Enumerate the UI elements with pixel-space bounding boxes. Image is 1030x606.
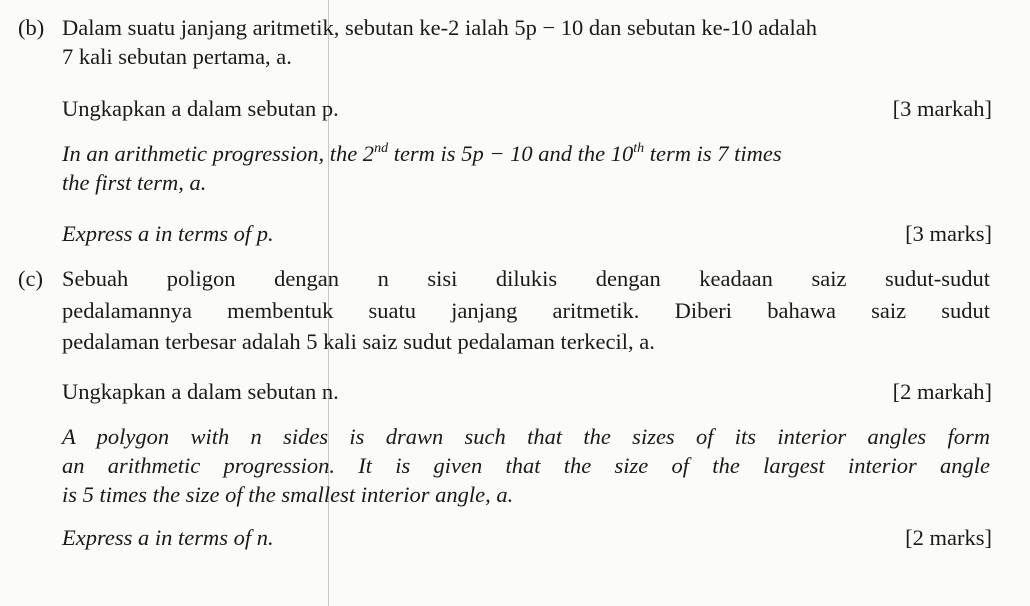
part-c-malay-marks: [2 markah] bbox=[892, 379, 992, 404]
part-c-malay-line-3: pedalaman terbesar adalah 5 kali saiz sudut pedalaman terkecil, a. bbox=[62, 329, 655, 354]
part-c-english-line-1: A polygon with n sides is drawn such that the sizes of its interior angles form bbox=[62, 424, 990, 449]
part-c-english-line-2: an arithmetic progression. It is given that the size of the largest interior angle bbox=[62, 453, 990, 478]
part-b-english-marks: [3 marks] bbox=[905, 221, 992, 246]
part-c-english-marks: [2 marks] bbox=[905, 525, 992, 550]
part-b-malay-marks: [3 markah] bbox=[892, 96, 992, 121]
part-c-label: (c) bbox=[18, 266, 43, 291]
part-c-malay-line-1: Sebuah poligon dengan n sisi dilukis dengan keadaan saiz sudut-sudut bbox=[62, 266, 990, 291]
part-c-english-instruction: Express a in terms of n. bbox=[62, 525, 274, 550]
part-b-english-instruction: Express a in terms of p. bbox=[62, 221, 274, 246]
part-c-malay-line-2: pedalamannya membentuk suatu janjang aritmetik. Diberi bahawa saiz sudut bbox=[62, 298, 990, 323]
part-b-english-sup-1: nd bbox=[374, 141, 389, 156]
part-b-english-line-1 bbox=[62, 140, 782, 168]
part-b-malay-line-2: 7 kali sebutan pertama, a. bbox=[62, 44, 292, 69]
part-b-english-sup-2: th bbox=[633, 141, 645, 156]
part-c-english-line-3: is 5 times the size of the smallest interior angle, a. bbox=[62, 482, 514, 507]
part-b-english-text-b: term is 5p − 10 and the 10 bbox=[388, 141, 634, 166]
part-b-english-line-2: the first term, a. bbox=[62, 170, 207, 195]
part-b-label: (b) bbox=[18, 15, 45, 40]
part-b-malay-instruction: Ungkapkan a dalam sebutan p. bbox=[62, 96, 339, 121]
part-c-malay-instruction: Ungkapkan a dalam sebutan n. bbox=[62, 379, 339, 404]
part-b-malay-line-1: Dalam suatu janjang aritmetik, sebutan ke-2 ialah 5p − 10 dan sebutan ke-10 adalah bbox=[62, 15, 817, 40]
part-b-english-text-c: term is 7 times bbox=[644, 141, 782, 166]
part-b-english-text-a: In an arithmetic progression, the 2 bbox=[62, 141, 375, 166]
